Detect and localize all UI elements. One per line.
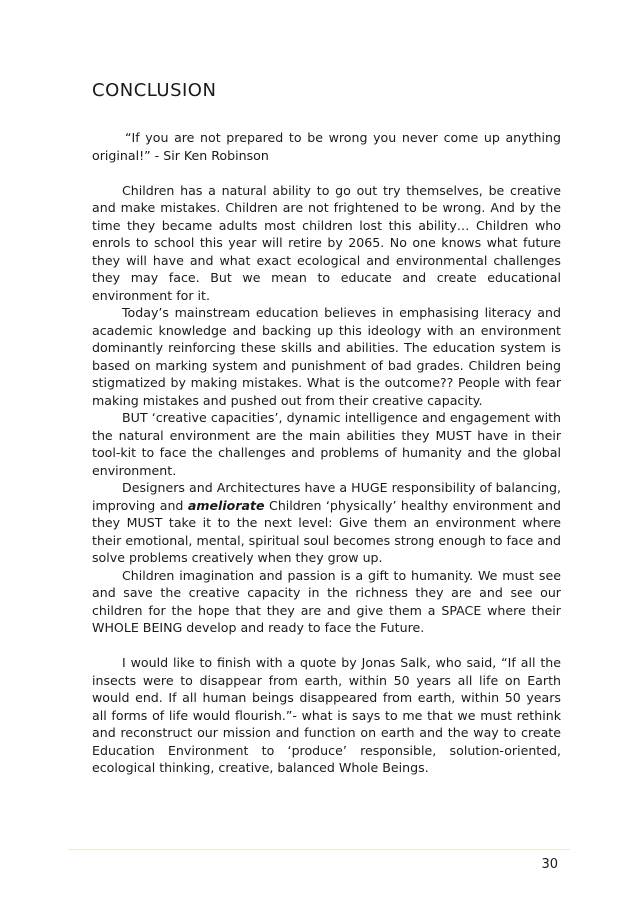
- paragraph-1: Children has a natural ability to go out try themselves, be creative and make mistakes. Children are not frightened to be wrong. And by the time they became adults most children lost this ability… Children who enrols to school this year will retire by 2065. No one knows what future they will have and what exact ecological and environmental challenges they may face. But we mean to educate and create educational environment for it.: [92, 182, 561, 303]
- paragraph-5: Children imagination and passion is a gift to humanity. We must see and save the creative capacity in the richness they are and see our children for the hope that they are and give them a SPACE where their WHOLE BEING develop and ready to face the Future.: [92, 567, 561, 635]
- paragraph-4-text-b: Children ‘physically’ healthy environment and they MUST take it to the next level: Give them an environment where their emotional, mental, spiritual soul becomes strong enough to face and solve problems creatively when they grow up.: [92, 497, 561, 565]
- paragraph-6: I would like to finish with a quote by Jonas Salk, who said, “If all the insects were to disappear from earth, within 50 years all life on Earth would end. If all human beings disappeared from earth, within 50 years all forms of life would flourish.”- what is says to me that we must rethink and reconstruct our mission and function on earth and the way to create Education Environment to ‘produce’ responsible, solution-oriented, ecological thinking, creative, balanced Whole Beings.: [92, 655, 561, 775]
- paragraph-4: [92, 479, 561, 567]
- emphasized-word: ameliorate: [187, 497, 265, 513]
- footer-divider: [68, 849, 570, 850]
- paragraph-3: BUT ‘creative capacities’, dynamic intelligence and engagement with the natural environment are the main abilities they MUST have in their tool-kit to face the challenges and problems of humanity and the global environment.: [92, 410, 561, 478]
- paragraph-2: Today’s mainstream education believes in emphasising literacy and academic knowledge and backing up this ideology with an environment dominantly reinforcing these skills and abilities. The education system is based on marking system and punishment of bad grades. Children being stigmatized by making mistakes. What is the outcome?? People with fear making mistakes and pushed out from their creative capacity.: [92, 305, 561, 408]
- paragraph-4-text-a: Designers and Architectures have a HUGE responsibility of balancing, improving and: [92, 480, 561, 513]
- page-number: 30: [541, 857, 558, 872]
- opening-quote: “If you are not prepared to be wrong you never come up anything original!” - Sir Ken Robinson: [92, 130, 561, 163]
- body-text: [92, 129, 561, 777]
- page-title: CONCLUSION: [92, 80, 217, 101]
